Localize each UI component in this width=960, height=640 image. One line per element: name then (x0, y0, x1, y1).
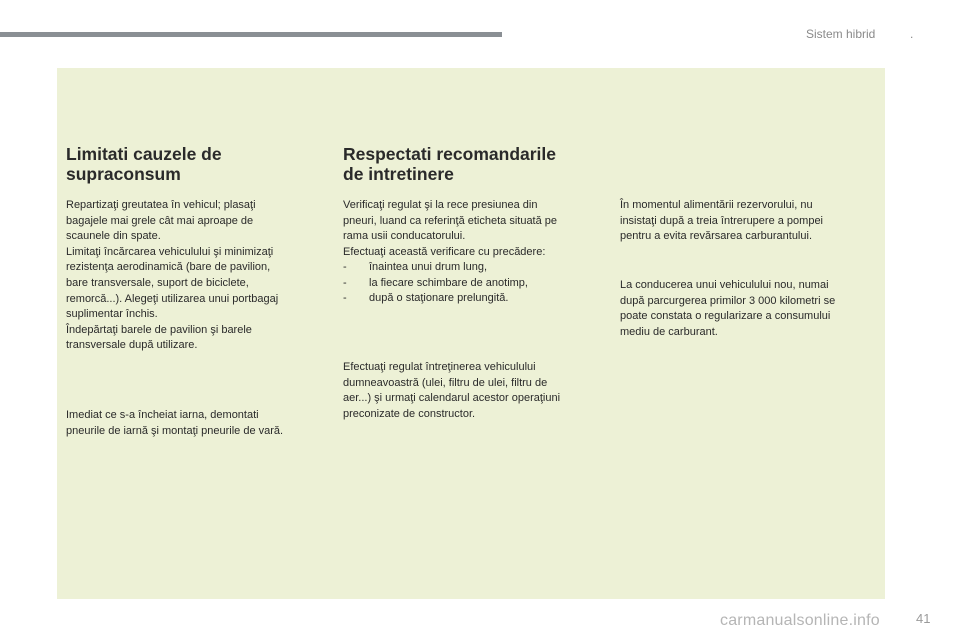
text-line: Repartizaţi greutatea în vehicul; plasaţi (66, 199, 256, 211)
list-item (343, 276, 528, 292)
list-dash: - (343, 261, 347, 273)
list-item-text: la fiecare schimbare de anotimp, (369, 276, 528, 289)
list-item (343, 260, 528, 276)
text-line: mediu de carburant. (620, 325, 718, 338)
col1-paragraph-2 (66, 408, 283, 439)
col3-paragraph-1 (620, 198, 823, 245)
text-line: rezistenţa aerodinamică (bare de pavilion, (66, 261, 271, 274)
text-line: La conducerea unui vehiculului nou, numai (620, 279, 829, 291)
col1-paragraph-1 (66, 198, 278, 354)
list-item-text: după o staţionare prelungită. (369, 292, 509, 305)
text-line: dumneavoastră (ulei, filtru de ulei, filtru de (343, 376, 548, 389)
list-item-text: înaintea unui drum lung, (369, 261, 488, 273)
text-line: după parcurgerea primilor 3 000 kilometri se (620, 294, 836, 307)
text-line: pneurile de iarnă şi montaţi pneurile de vară. (66, 424, 284, 437)
text-line: rama usii conducatorului. (343, 230, 466, 243)
check-conditions-list (343, 260, 528, 307)
watermark: carmanualsonline.info (720, 612, 880, 629)
text-line: transversale după utilizare. (66, 339, 198, 352)
text-line: preconizate de constructor. (343, 407, 476, 420)
col2-title-line: de intretinere (343, 164, 454, 184)
text-line: Efectuaţi această verificare cu precădere: (343, 245, 546, 258)
text-line: Îndepărtaţi barele de pavilion şi barele (66, 323, 252, 336)
col2-paragraph-1 (343, 198, 557, 260)
col2-title-line: Respectati recomandarile (343, 144, 557, 164)
text-line: aer...) şi urmaţi calendarul acestor operaţiuni (343, 392, 561, 405)
text-line: scaunele din spate. (66, 230, 161, 243)
text-line: Verificaţi regulat şi la rece presiunea din (343, 199, 538, 211)
text-line: Imediat ce s-a încheiat iarna, demontati (66, 409, 259, 421)
text-line: pneuri, luand ca referinţă eticheta situată pe (343, 214, 558, 227)
text-line: insistaţi după a treia întrerupere a pompei (620, 214, 824, 227)
section-title: Sistem hibrid (806, 27, 876, 41)
text-line: bagajele mai grele cât mai aproape de (66, 214, 254, 227)
text-line: pentru a evita revărsarea carburantului. (620, 230, 812, 243)
text-line: Limitaţi încărcarea vehiculului şi minimizaţi (66, 245, 274, 258)
col1-title (66, 144, 222, 184)
col1-title-line: Limitati cauzele de (66, 144, 222, 164)
list-dash: - (343, 276, 347, 289)
col2-title (343, 144, 556, 184)
list-item (343, 291, 528, 307)
text-line: bare transversale, suport de biciclete, (66, 276, 249, 289)
header-rule (0, 32, 502, 37)
text-line: poate constata o regularizare a consumului (620, 310, 831, 323)
page-number: 41 (916, 611, 931, 626)
text-line: remorcă...). Alegeţi utilizarea unui portbagaj (66, 292, 279, 305)
text-line: Efectuaţi regulat întreţinerea vehiculului (343, 361, 536, 373)
text-line: suplimentar închis. (66, 308, 158, 321)
list-dash: - (343, 292, 347, 305)
text-line: În momentul alimentării rezervorului, nu (620, 199, 813, 211)
col1-title-line: supraconsum (66, 164, 181, 184)
section-mark: . (910, 27, 914, 41)
col3-paragraph-2 (620, 278, 835, 340)
col2-paragraph-2 (343, 360, 560, 422)
